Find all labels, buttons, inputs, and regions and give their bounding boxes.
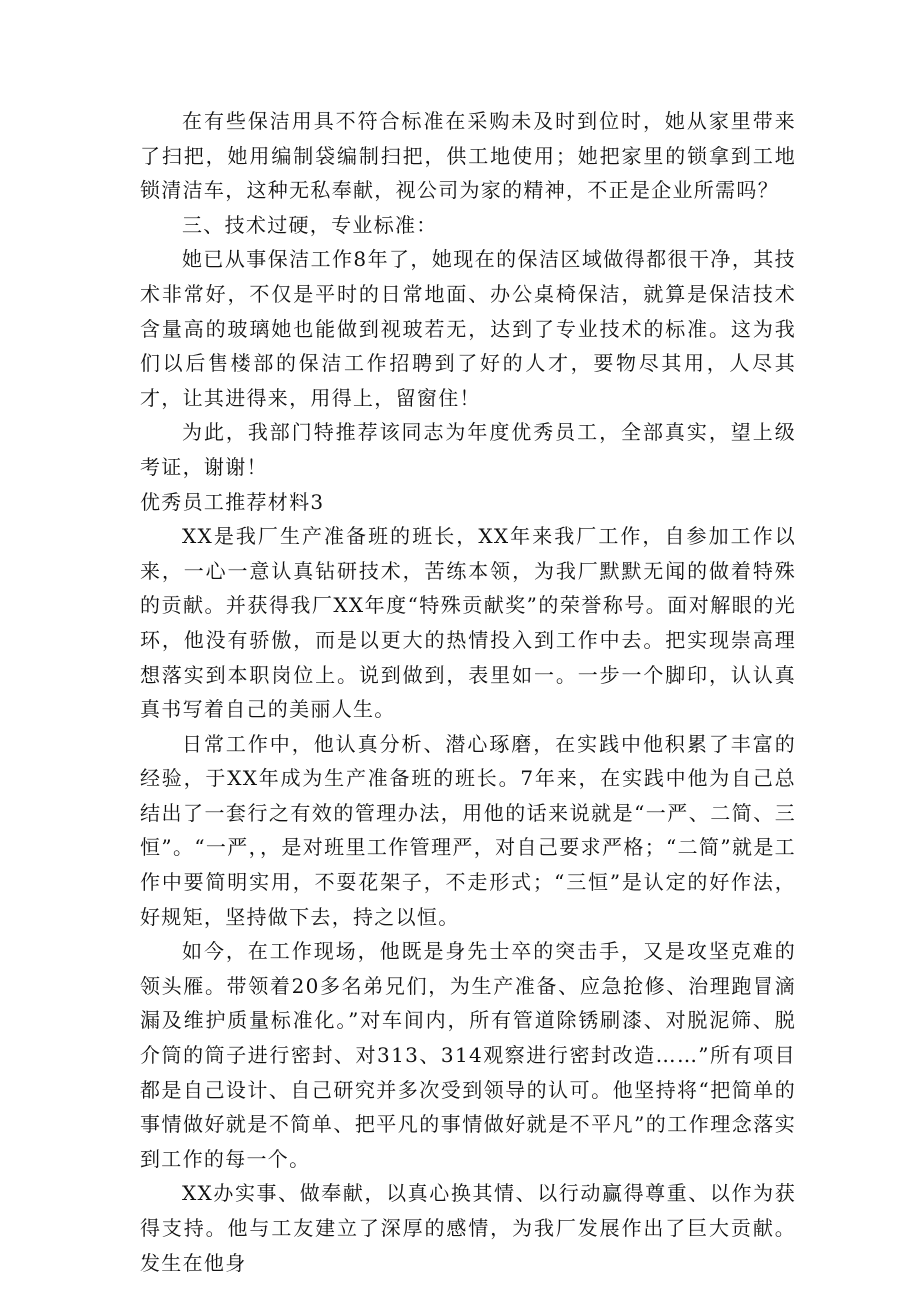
subheading-technical-skill: 三、技术过硬，专业标准：: [182, 212, 438, 237]
paragraph-cleaning-tools: 在有些保洁用具不符合标准在采购未及时到位时，她从家里带来了扫把，她用编制袋编制扫把，供工地使用；她把家里的锁拿到工地锁清洁车，这种无私奉献，视公司为家的精神，不正是企业所需吗？: [140, 109, 796, 203]
paragraph-contribution: XX办实事、做奉献，以真心换其情、以行动赢得尊重、以作为获得支持。他与工友建立了深厚的感情，为我厂发展作出了巨大贡献。发生在他身: [140, 1181, 796, 1275]
document-page: [140, 104, 796, 1280]
paragraph-work-site: 如今，在工作现场，他既是身先士卒的突击手，又是攻坚克难的领头雁。带领着20多名弟兄们，为生产准备、应急抢修、治理跑冒滴漏及维护质量标准化。”对车间内，所有管道除锈刷漆、对脱泥筛、脱介筒的筒子进行密封、对313、314观察进行密封改造……”所有项目都是自己设计、自己研究并多次受到领导的认可。他坚持将“把简单的事情做好就是不简单、把平凡的事情做好就是不平凡”的工作理念落实到工作的每一个。: [140, 939, 796, 1171]
paragraph-team-leader-intro: XX是我厂生产准备班的班长，XX年来我厂工作，自参加工作以来，一心一意认真钻研技术，苦练本领，为我厂默默无闻的做着特殊的贡献。并获得我厂XX年度“特殊贡献奖”的荣誉称号。面对解眼的光环，他没有骄傲，而是以更大的热情投入到工作中去。把实现崇高理想落实到本职岗位上。说到做到，表里如一。一步一个脚印，认认真真书写着自己的美丽人生。: [140, 524, 796, 722]
paragraph-recommendation: 为此，我部门特推荐该同志为年度优秀员工，全部真实，望上级考证，谢谢！: [140, 420, 796, 479]
section-title: 优秀员工推荐材料3: [140, 489, 325, 514]
paragraph-cleaning-experience: 她已从事保洁工作8年了，她现在的保洁区域做得都很干净，其技术非常好，不仅是平时的日常地面、办公桌椅保洁，就算是保洁技术含量高的玻璃她也能做到视玻若无，达到了专业技术的标准。这为我们以后售楼部的保洁工作招聘到了好的人才，要物尽其用，人尽其才，让其进得来，用得上，留窗住！: [140, 247, 796, 410]
paragraph-daily-work: 日常工作中，他认真分析、潜心琢磨，在实践中他积累了丰富的经验，于XX年成为生产准备班的班长。7年来，在实践中他为自己总结出了一套行之有效的管理办法，用他的话来说就是“一严、二简、三恒”。“一严，，是对班里工作管理严，对自己要求严格；“二简”就是工作中要简明实用，不耍花架子，不走形式；“三恒”是认定的好作法，好规矩，坚持做下去，持之以恒。: [140, 731, 796, 929]
